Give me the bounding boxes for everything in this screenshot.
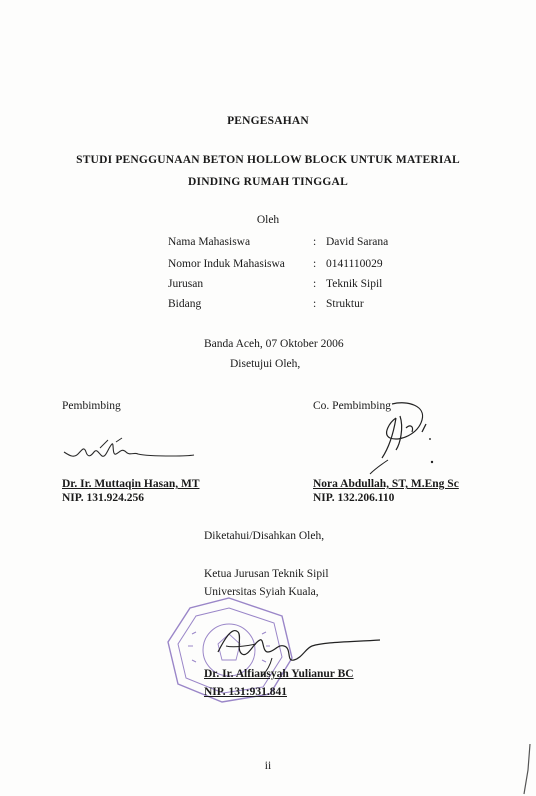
approved-by: Disetujui Oleh,	[230, 358, 301, 370]
advisor-left-role: Pembimbing	[62, 400, 121, 412]
university: Universitas Syiah Kuala,	[204, 586, 319, 598]
thesis-title-line1: STUDI PENGGUNAAN BETON HOLLOW BLOCK UNTUK MATERIAL	[76, 154, 460, 166]
advisor-right-role: Co. Pembimbing	[313, 400, 391, 412]
head-nip: NIP. 131:931.841	[204, 686, 287, 698]
advisor-right-name: Nora Abdullah, ST, M.Eng Sc	[313, 478, 459, 490]
field-value-nim: 0141110029	[326, 258, 383, 270]
place-date: Banda Aceh, 07 Oktober 2006	[204, 338, 344, 350]
head-title: Ketua Jurusan Teknik Sipil	[204, 568, 329, 580]
scan-edge-mark	[508, 740, 536, 796]
heading: PENGESAHAN	[227, 115, 309, 127]
oleh-label: Oleh	[256, 214, 280, 226]
field-value-name: David Sarana	[326, 236, 389, 248]
signature-right	[360, 398, 440, 478]
field-value-bidang: Struktur	[326, 298, 364, 310]
advisor-left-name: Dr. Ir. Muttaqin Hasan, MT	[62, 478, 200, 490]
advisor-left-nip: NIP. 131.924.256	[62, 492, 144, 504]
field-sep-name: :	[313, 236, 317, 248]
field-label-bidang: Bidang	[168, 298, 202, 310]
field-label-nim: Nomor Induk Mahasiswa	[168, 258, 285, 270]
page-number: ii	[264, 760, 272, 772]
field-label-name: Nama Mahasiswa	[168, 236, 251, 248]
field-sep-bidang: :	[313, 298, 317, 310]
field-sep-jurusan: :	[313, 278, 317, 290]
field-value-jurusan: Teknik Sipil	[326, 278, 383, 290]
thesis-title-line2: DINDING RUMAH TINGGAL	[188, 176, 348, 188]
field-sep-nim: :	[313, 258, 317, 270]
ratified-by: Diketahui/Disahkan Oleh,	[204, 530, 325, 542]
advisor-right-nip: NIP. 132.206.110	[313, 492, 395, 504]
signature-left	[60, 434, 200, 468]
head-name: Dr. Ir. Alfiansyah Yulianur BC	[204, 668, 354, 680]
field-label-jurusan: Jurusan	[168, 278, 204, 290]
